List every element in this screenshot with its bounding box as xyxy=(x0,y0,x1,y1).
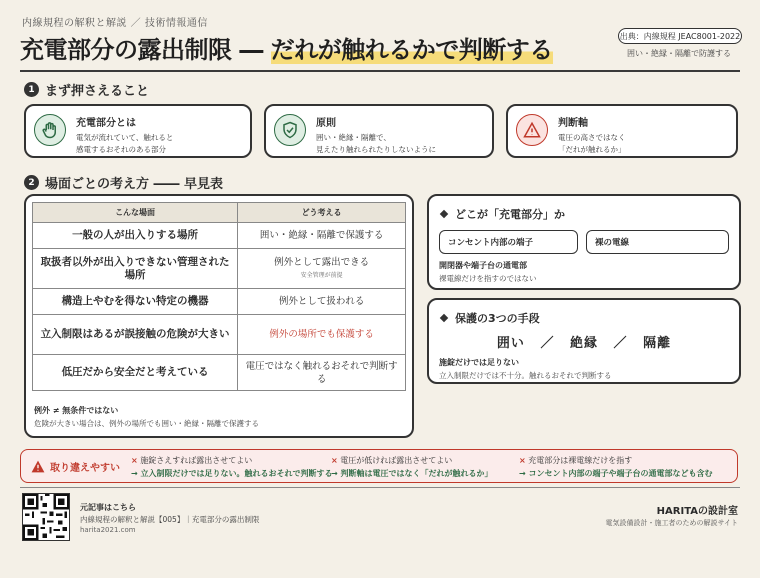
page-title xyxy=(20,30,553,65)
row-action: 電圧ではなく触れるおそれで判断する xyxy=(238,355,406,391)
mistake-wrong: 電圧が低ければ露出させてよい xyxy=(340,456,453,465)
cross-icon: × xyxy=(519,456,526,465)
footer-divider xyxy=(20,487,740,488)
mistake-item xyxy=(131,454,333,480)
means-insulation: 絶縁 xyxy=(569,336,598,351)
table-row xyxy=(33,223,406,249)
warning-icon xyxy=(516,114,548,146)
key-card-principle xyxy=(264,104,494,158)
key-card-text: 感電するおそれのある部分 xyxy=(76,145,166,154)
footer-url[interactable]: harita2021.com xyxy=(80,526,136,534)
diamond-icon xyxy=(440,314,448,322)
means-separator: ／ xyxy=(540,336,555,351)
row-action: 例外として露出できる xyxy=(274,256,370,268)
source-badge: 出典：内線規程 JEAC8001-2022 xyxy=(618,28,742,44)
mistake-item xyxy=(519,454,713,480)
title-main: 充電部分の露出制限 ― xyxy=(20,36,271,64)
key-card-text: 電気が流れていて、触れると xyxy=(76,133,174,142)
key-card-title: 原則 xyxy=(316,118,336,129)
row-action: 囲い・絶縁・隔離で保護する xyxy=(238,223,406,249)
row-situation: 立入制限はあるが誤接触の危険が大きい xyxy=(33,315,238,355)
where-heading-row xyxy=(439,206,729,222)
source-note: 囲い・絶縁・隔離で防護する xyxy=(627,49,731,58)
means-note-text: 立入制限だけでは不十分。触れるおそれで判断する xyxy=(439,371,612,380)
brand-tagline: 電気設備設計・施工者のための解説サイト xyxy=(605,519,738,527)
means-heading-row xyxy=(439,310,729,326)
header-divider xyxy=(20,70,740,72)
table-row xyxy=(33,315,406,355)
where-heading: どこが「充電部分」か xyxy=(455,208,565,221)
exception-note-text: 危険が大きい場合は、例外の場所でも囲い・絶縁・隔離で保護する xyxy=(34,419,259,428)
table-row xyxy=(33,355,406,391)
mistake-wrong: 充電部分は裸電線だけを指す xyxy=(528,456,633,465)
row-action-cell xyxy=(238,249,406,289)
key-card-criterion xyxy=(506,104,738,158)
row-situation: 取扱者以外が出入りできない管理された場所 xyxy=(33,249,238,289)
footer-heading: 元記事はこちら xyxy=(80,503,136,512)
key-card-text: 「だれが触れるか」 xyxy=(558,145,626,154)
mistake-wrong: 施錠さえすれば露出させてよい xyxy=(140,456,253,465)
lookup-table xyxy=(32,202,406,391)
title-highlight: だれが触れるかで判断する xyxy=(270,36,553,64)
means-isolation: 隔離 xyxy=(643,336,672,351)
diamond-icon xyxy=(440,210,448,218)
hand-icon xyxy=(34,114,66,146)
footer-article-link[interactable]: 内線規程の解釈と解説【005】｜充電部分の露出制限 xyxy=(80,515,260,524)
mistake-right: → コンセント内部の端子や端子台の通電部なども含む xyxy=(519,469,713,478)
where-card xyxy=(427,194,741,290)
where-sub-text: 裸電線だけを指すのではない xyxy=(439,274,537,283)
row-situation: 低圧だから安全だと考えている xyxy=(33,355,238,391)
mistake-item xyxy=(331,454,493,480)
key-card-title: 充電部分とは xyxy=(76,118,136,129)
means-list xyxy=(439,332,729,351)
table-row xyxy=(33,249,406,289)
row-situation: 構造上やむを得ない特定の機器 xyxy=(33,289,238,315)
means-enclosure: 囲い xyxy=(496,336,525,351)
key-card-charged-part xyxy=(24,104,252,158)
mistakes-label-row xyxy=(31,459,120,474)
row-action: 例外の場所でも保護する xyxy=(238,315,406,355)
where-pill-outlet: コンセント内部の端子 xyxy=(439,230,578,254)
table-row xyxy=(33,289,406,315)
shield-check-icon xyxy=(274,114,306,146)
series-label: 内線規程の解釈と解説 ／ 技術情報通信 xyxy=(22,18,208,29)
means-heading: 保護の3つの手段 xyxy=(455,312,540,325)
section2-title: 場面ごとの考え方 ―― 早見表 xyxy=(45,177,224,192)
where-pill-bare-wire: 裸の電線 xyxy=(586,230,729,254)
exception-note-title: 例外 ≠ 無条件ではない xyxy=(34,406,119,415)
mistake-right: → 立入制限だけでは足りない。触れるおそれで判断する xyxy=(131,469,333,478)
warning-icon xyxy=(31,460,45,473)
cross-icon: × xyxy=(131,456,138,465)
mistakes-label: 取り違えやすい xyxy=(50,463,120,474)
section1-heading xyxy=(24,80,149,99)
section1-number: 1 xyxy=(24,82,39,97)
section1-title: まず押さえること xyxy=(45,84,150,99)
means-card xyxy=(427,298,741,384)
section2-number: 2 xyxy=(24,175,39,190)
mistake-right: → 判断軸は電圧ではなく「だれが触れるか」 xyxy=(331,469,493,478)
table-header-action: どう考える xyxy=(238,203,406,223)
table-header-situation: こんな場面 xyxy=(33,203,238,223)
key-card-text: 見えたり触れられたりしないように xyxy=(316,145,436,154)
row-action: 例外として扱われる xyxy=(238,289,406,315)
key-card-text: 電圧の高さではなく xyxy=(558,133,626,142)
section2-heading xyxy=(24,173,223,192)
cross-icon: × xyxy=(331,456,338,465)
key-card-text: 囲い・絶縁・隔離で、 xyxy=(316,133,391,142)
means-note-title: 施錠だけでは足りない xyxy=(439,358,519,367)
means-separator: ／ xyxy=(613,336,628,351)
where-sub-title: 開閉器や端子台の通電部 xyxy=(439,261,527,270)
row-action-sub: 安全管理が前提 xyxy=(300,271,343,279)
brand-name: HARITAの設計室 xyxy=(656,506,738,517)
row-situation: 一般の人が出入りする場所 xyxy=(33,223,238,249)
mistakes-bar xyxy=(20,449,738,483)
qr-code-icon[interactable] xyxy=(22,493,70,541)
key-card-title: 判断軸 xyxy=(558,118,588,129)
